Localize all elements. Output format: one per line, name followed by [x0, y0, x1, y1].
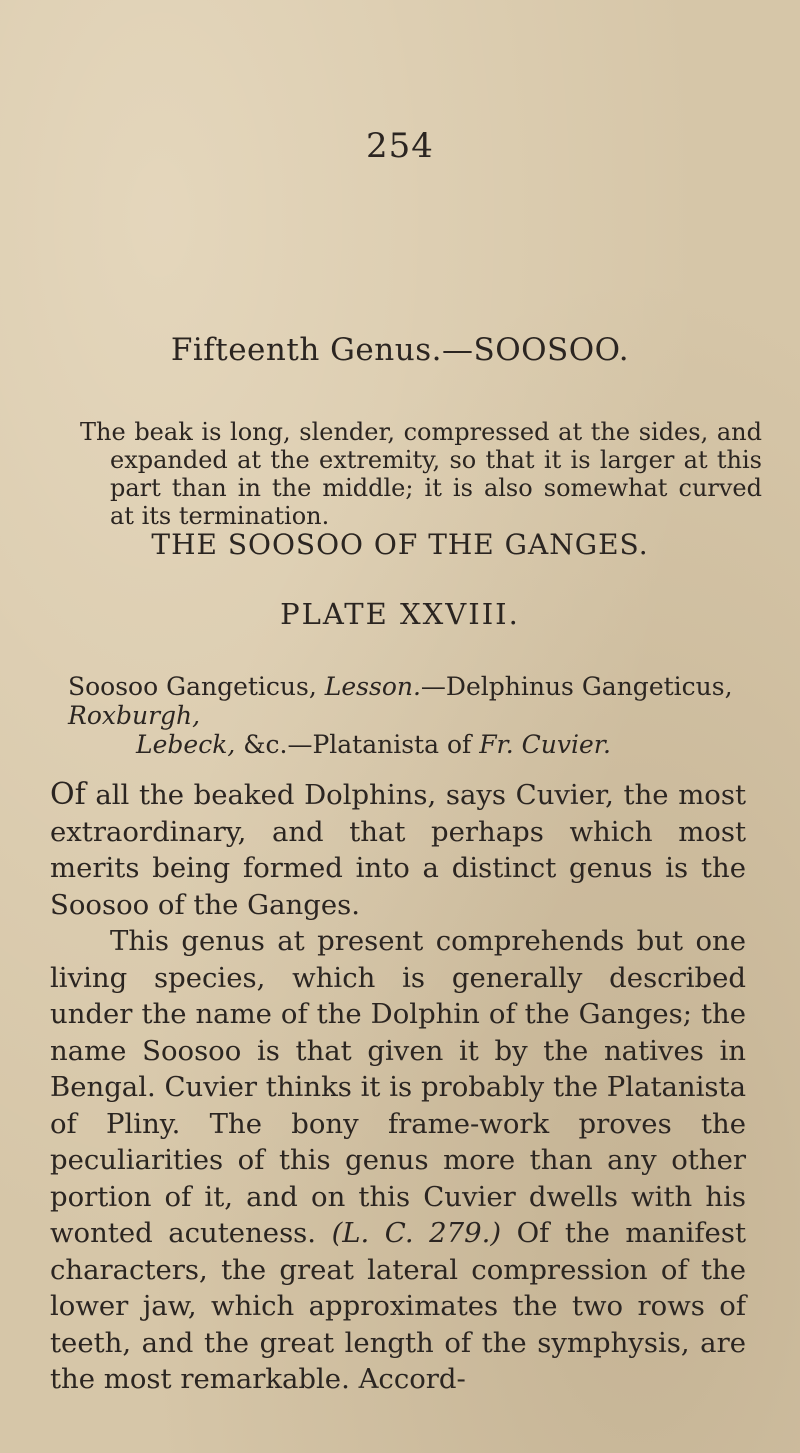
paragraph-text: all the beaked Dolphins, says Cuvier, the most extraordinary, and that perhaps which most merits being formed into a distinct genus is the Soosoo of the Ganges.: [50, 779, 746, 921]
synonymy-author-cuvier: Fr. Cuvier.: [479, 730, 611, 759]
paragraph: [50, 923, 746, 1398]
paragraph-text: Of the manifest characters, the great lateral compression of the lower jaw, which approximates the two rows of teeth, and the great length of the symphysis, are the most remarkable. Accord-: [50, 1217, 746, 1395]
synonymy-author-lebeck: Lebeck,: [136, 730, 236, 759]
synonymy-part: —Delphinus Gangeticus,: [420, 672, 733, 701]
paragraph: [50, 777, 746, 923]
body-text: [50, 777, 746, 1398]
page-number: 254: [366, 126, 434, 166]
synonymy: [68, 672, 736, 759]
genus-description: The beak is long, slender, compressed at the sides, and expanded at the extremity, so that it is larger at this part than in the middle; it is also somewhat curved at its termination.: [80, 418, 762, 530]
species-heading: THE SOOSOO OF THE GANGES.: [151, 528, 649, 561]
synonymy-part: &c.—Platanista of: [235, 730, 480, 759]
synonymy-author-roxburgh: Roxburgh,: [68, 701, 201, 730]
genus-heading: Fifteenth Genus.—SOOSOO.: [170, 332, 630, 368]
citation: (L. C. 279.): [331, 1217, 502, 1249]
synonymy-author-lesson: Lesson.: [324, 672, 421, 701]
initial-word: Of: [50, 777, 86, 812]
plate-reference: PLATE XXVIII.: [280, 597, 520, 631]
paragraph-text: This genus at present comprehends but one living species, which is generally described under the name of the Dolphin of the Ganges; the name Soosoo is that given it by the natives in Bengal. Cuvier thinks it is probably the Platanista of Pliny. The bony frame-work proves the peculiarities of this genus more than any other portion of it, and on this Cuvier dwells with his wonted acuteness.: [50, 925, 746, 1249]
synonymy-name: Soosoo Gangeticus,: [68, 672, 325, 701]
